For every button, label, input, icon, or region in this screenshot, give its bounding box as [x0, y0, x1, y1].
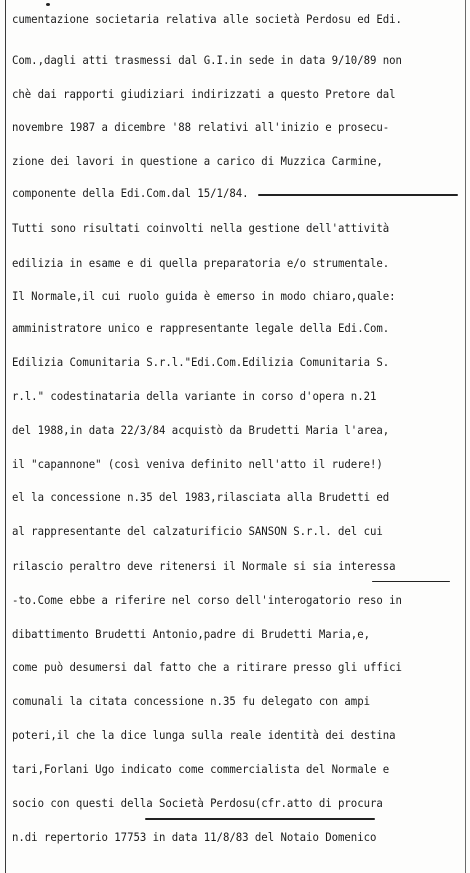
- text-line: el la concessione n.35 del 1983,rilasciata alla Brudetti ed: [12, 490, 390, 504]
- text-line: Tutti sono risultati coinvolti nella gestione dell'attività: [12, 221, 390, 235]
- text-line: dibattimento Brudetti Antonio,padre di Brudetti Maria,e,: [12, 627, 370, 641]
- handwritten-underline: [145, 818, 375, 820]
- text-line: Edilizia Comunitaria S.r.l."Edi.Com.Edilizia Comunitaria S.: [12, 355, 390, 369]
- underline-mark: [372, 581, 450, 582]
- text-line: componente della Edi.Com.dal 15/1/84.: [12, 186, 249, 200]
- text-line: poteri,il che la dice lunga sulla reale identità dei destina: [12, 728, 396, 742]
- text-line: novembre 1987 a dicembre '88 relativi all'inizio e prosecu-: [12, 120, 390, 134]
- ink-speck: [46, 3, 50, 6]
- text-line: del 1988,in data 22/3/84 acquistò da Brudetti Maria l'area,: [12, 423, 390, 437]
- text-line: tari,Forlani Ugo indicato come commercialista del Normale e: [12, 762, 390, 776]
- text-line: zione dei lavori in questione a carico di Muzzica Carmine,: [12, 154, 383, 168]
- text-line: il "capannone" (così veniva definito nell'atto il rudere!): [12, 457, 383, 471]
- right-margin-rule: [465, 0, 466, 873]
- text-line: Com.,dagli atti trasmessi dal G.I.in sede in data 9/10/89 non: [12, 53, 402, 67]
- text-line: al rappresentante del calzaturificio SANSON S.r.l. del cui: [12, 524, 383, 538]
- text-line: come può desumersi dal fatto che a ritirare presso gli uffici: [12, 660, 402, 674]
- handwritten-strikethrough: [258, 194, 458, 196]
- text-line: rilascio peraltro deve ritenersi il Normale si sia interessa: [12, 559, 396, 573]
- text-line: comunali la citata concessione n.35 fu delegato con ampi: [12, 694, 370, 708]
- text-line: Il Normale,il cui ruolo guida è emerso in modo chiaro,quale:: [12, 289, 396, 303]
- left-margin-rule: [5, 0, 6, 873]
- text-line: n.di repertorio 17753 in data 11/8/83 del Notaio Domenico: [12, 830, 377, 844]
- text-line: cumentazione societaria relativa alle società Perdosu ed Edi.: [12, 12, 402, 26]
- text-line: socio con questi della Società Perdosu(cfr.atto di procura: [12, 796, 383, 810]
- text-line: -to.Come ebbe a riferire nel corso dell'interogatorio reso in: [12, 593, 402, 607]
- text-line: chè dai rapporti giudiziari indirizzati a questo Pretore dal: [12, 87, 396, 101]
- text-line: edilizia in esame e di quella preparatoria e/o strumentale.: [12, 256, 390, 270]
- text-line: r.l." codestinataria della variante in corso d'opera n.21: [12, 389, 377, 403]
- text-line: amministratore unico e rappresentante legale della Edi.Com.: [12, 321, 390, 335]
